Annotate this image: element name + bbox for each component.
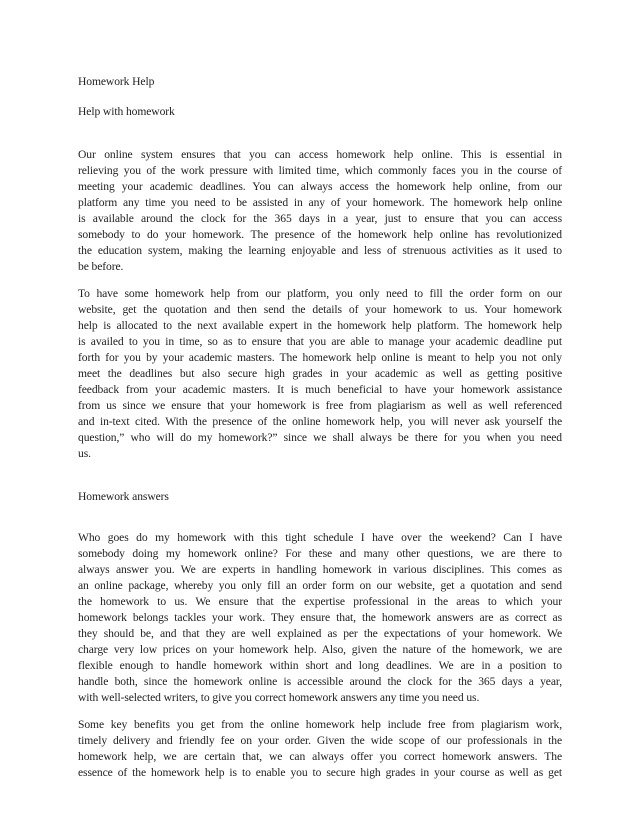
paragraph-line: Our online system ensures that you can access homework help online. This is essential in xyxy=(78,148,562,161)
paragraph-line: is availed to you in time, so as to ensure that you are able to manage your academic deadline put xyxy=(78,335,562,348)
paragraph-line: somebody to do your homework. The presence of the homework help online has revolutionized xyxy=(78,228,562,241)
paragraph-line: Who goes do my homework with this tight schedule I have over the weekend? Can I have xyxy=(78,531,562,544)
paragraph-line: question,” who will do my homework?” since we shall always be there for you when you need xyxy=(78,431,562,444)
paragraph-line: relieving you of the work pressure with limited time, which commonly faces you in the course of xyxy=(78,164,562,177)
paragraph-line: forth for you by your academic masters. The homework help online is meant to help you not only xyxy=(78,351,562,364)
paragraph-line: Some key benefits you get from the online homework help include free from plagiarism work, xyxy=(78,718,562,731)
paragraph-line: help is allocated to the next available expert in the homework help platform. The homework help xyxy=(78,319,562,332)
paragraph-line: be before. xyxy=(78,260,124,273)
paragraph-line: from us since we ensure that your homework is free from plagiarism as well as well referenced xyxy=(78,399,562,412)
paragraph-line: feedback from your academic masters. It is much beneficial to have your homework assistance xyxy=(78,383,562,396)
paragraph-line: homework help, we are certain that, we can always offer you correct homework answers. The xyxy=(78,750,562,763)
paragraph-line: flexible enough to handle homework within short and long deadlines. We are in a position to xyxy=(78,659,562,672)
paragraph-line: To have some homework help from our platform, you only need to fill the order form on our xyxy=(78,287,562,300)
paragraph-line: the education system, making the learning enjoyable and less of strenuous activities as it used to xyxy=(78,244,562,257)
paragraph-line: and in-text cited. With the presence of the online homework help, you will never ask yourself the xyxy=(78,415,562,428)
document-title: Homework Help xyxy=(78,75,155,88)
paragraph-line: with well-selected writers, to give you correct homework answers any time you need us. xyxy=(78,691,480,704)
section-heading-homework-answers: Homework answers xyxy=(78,490,169,503)
paragraph-line: charge very low prices on your homework help. Also, given the nature of the homework, we are xyxy=(78,643,562,656)
paragraph-line: somebody doing my homework online? For these and many other questions, we are there to xyxy=(78,547,562,560)
paragraph-line: always answer you. We are experts in handling homework in various disciplines. This comes as xyxy=(78,563,562,576)
paragraph-line: the homework to us. We ensure that the expertise professional in the areas to which your xyxy=(78,595,562,608)
paragraph-line: essence of the homework help is to enable you to secure high grades in your course as well as get xyxy=(78,766,562,779)
paragraph-line: platform any time you need to be assisted in any of your homework. The homework help online xyxy=(78,196,562,209)
paragraph-line: handle both, since the homework online is accessible around the clock for the 365 days a year, xyxy=(78,675,562,688)
paragraph-line: homework belongs tackles your work. They ensure that, the homework answers are as correct as xyxy=(78,611,562,624)
paragraph-line: is available around the clock for the 365 days in a year, just to ensure that you can access xyxy=(78,212,562,225)
paragraph-line: an online package, whereby you only fill an order form on our website, get a quotation and send xyxy=(78,579,562,592)
document-subtitle: Help with homework xyxy=(78,105,175,118)
paragraph-line: timely delivery and friendly fee on your order. Given the wide scope of our professionals in the xyxy=(78,734,562,747)
paragraph-line: us. xyxy=(78,447,91,460)
paragraph-line: website, get the quotation and then send the details of your homework to us. Your homework xyxy=(78,303,562,316)
paragraph-line: meeting your academic deadlines. You can always access the homework help online, from our xyxy=(78,180,562,193)
paragraph-line: they should be, and that they are well explained as per the expectations of your homework. We xyxy=(78,627,562,640)
paragraph-line: meet the deadlines but also secure high grades in your academic as well as getting positive xyxy=(78,367,562,380)
